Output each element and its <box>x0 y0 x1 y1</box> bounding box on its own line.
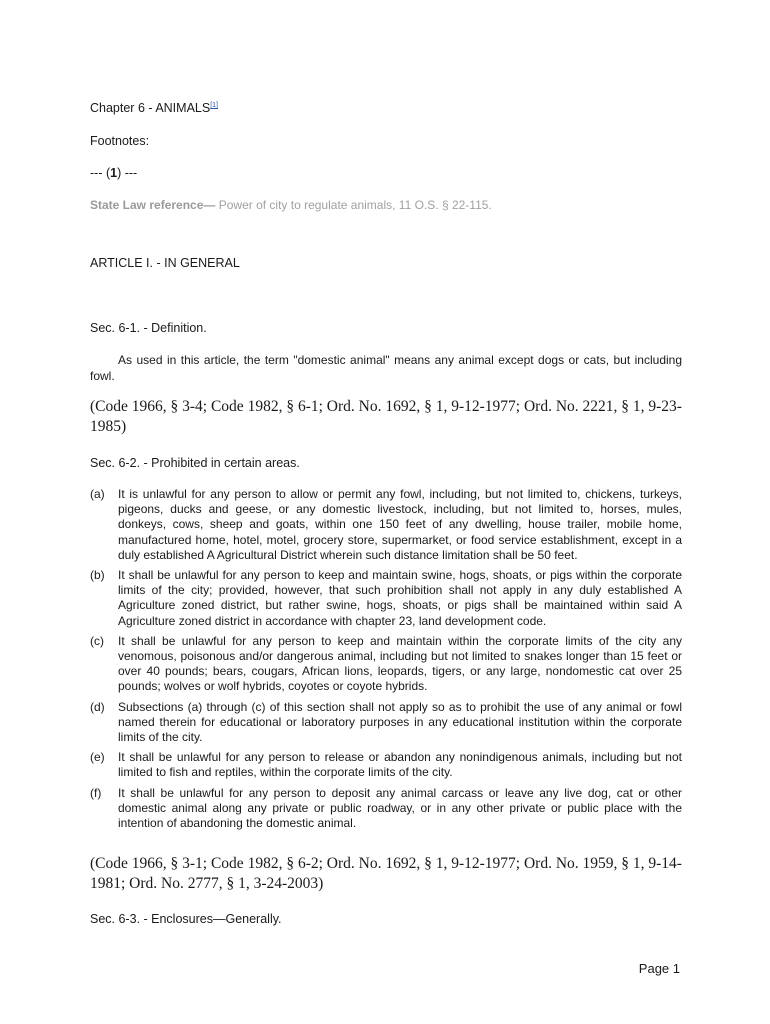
footnote-marker <box>90 166 682 180</box>
article-title: ARTICLE I. - IN GENERAL <box>90 256 240 270</box>
subsection-label: (d) <box>90 699 105 714</box>
state-law-label: State Law reference— <box>90 198 216 212</box>
subsection-item <box>90 568 682 629</box>
subsection-text: It is unlawful for any person to allow or permit any fowl, including, but not limited to, chickens, turkeys, pigeons, ducks and geese, or any domestic livestock, including, but not limited to, horses, mules, donkeys, cows, sheep and goats, within one 150 feet of any dwelling, house trailer, mobile home, manufactured home, hotel, motel, grocery store, supermarket, or food service establishment, except in a duly established A Agricultural District wherein such distance limitation shall be 50 feet. <box>118 487 682 562</box>
footnotes-label: Footnotes: <box>90 134 150 148</box>
footnote-ref-link[interactable]: [1] <box>210 101 218 109</box>
subsection-item <box>90 700 682 746</box>
state-law-reference <box>90 198 682 212</box>
section-heading-6-1: Sec. 6-1. - Definition. <box>90 321 207 335</box>
subsection-item <box>90 634 682 695</box>
subsection-text: It shall be unlawful for any person to keep and maintain within the corporate limits of the city any venomous, poisonous and/or dangerous animal, including but not limited to snakes longer than 15 feet or over 40 pounds; bears, cougars, African lions, leopards, tigers, or any large, nondomestic cat over 25 pounds; wolves or wolf hybrids, coyotes or coyote hybrids. <box>118 633 682 694</box>
chapter-title-text: Chapter 6 - ANIMALS <box>90 101 211 115</box>
section-heading-6-3: Sec. 6-3. - Enclosures—Generally. <box>90 912 282 926</box>
section-heading-6-2: Sec. 6-2. - Prohibited in certain areas. <box>90 456 300 470</box>
footnote-number: 1 <box>110 166 118 180</box>
page-number: Page 1 <box>638 961 680 976</box>
subsection-text: It shall be unlawful for any person to release or abandon any nonindigenous animals, including but not limited to fish and reptiles, within the corporate limits of the city. <box>118 750 682 780</box>
subsection-text: It shall be unlawful for any person to keep and maintain swine, hogs, shoats, or pigs within the corporate limits of the city; provided, however, that such prohibition shall not apply in any duly established A Agriculture zoned district, but rather swine, hogs, shoats, or pigs shall be maintained within said A Agriculture zoned district in accordance with chapter 23, land development code. <box>118 568 682 628</box>
state-law-text: Power of city to regulate animals, 11 O.S. § 22-115. <box>215 198 492 212</box>
subsection-item <box>90 750 682 780</box>
subsection-label: (c) <box>90 633 104 648</box>
footnote-marker-prefix: --- ( <box>90 166 111 180</box>
section-body-6-1: As used in this article, the term "domestic animal" means any animal except dogs or cats, but including fowl. <box>90 353 682 383</box>
subsection-label: (b) <box>90 568 105 583</box>
subsection-list <box>90 487 682 836</box>
subsection-label: (e) <box>90 750 105 765</box>
subsection-item <box>90 487 682 563</box>
subsection-label: (a) <box>90 487 105 501</box>
subsection-text: It shall be unlawful for any person to deposit any animal carcass or leave any live dog, cat or other domestic animal along any private or public roadway, or in any other private or public place with the intention of abandoning the domestic animal. <box>118 785 682 831</box>
section-history-6-1: (Code 1966, § 3-4; Code 1982, § 6-1; Ord. No. 1692, § 1, 9-12-1977; Ord. No. 2221, § 1, 9-23-1985) <box>90 398 682 435</box>
section-history-6-2: (Code 1966, § 3-1; Code 1982, § 6-2; Ord. No. 1692, § 1, 9-12-1977; Ord. No. 1959, § 1, 9-14-1981; Ord. No. 2777, § 1, 3-24-2003) <box>90 855 682 892</box>
footnote-marker-suffix: ) --- <box>117 166 138 180</box>
subsection-label: (f) <box>90 785 102 800</box>
chapter-title <box>90 101 682 115</box>
subsection-item <box>90 786 682 832</box>
subsection-text: Subsections (a) through (c) of this section shall not apply so as to prohibit the use of any animal or fowl named therein for educational or laboratory purposes in any educational institution within the corporate limits of the city. <box>118 699 682 745</box>
